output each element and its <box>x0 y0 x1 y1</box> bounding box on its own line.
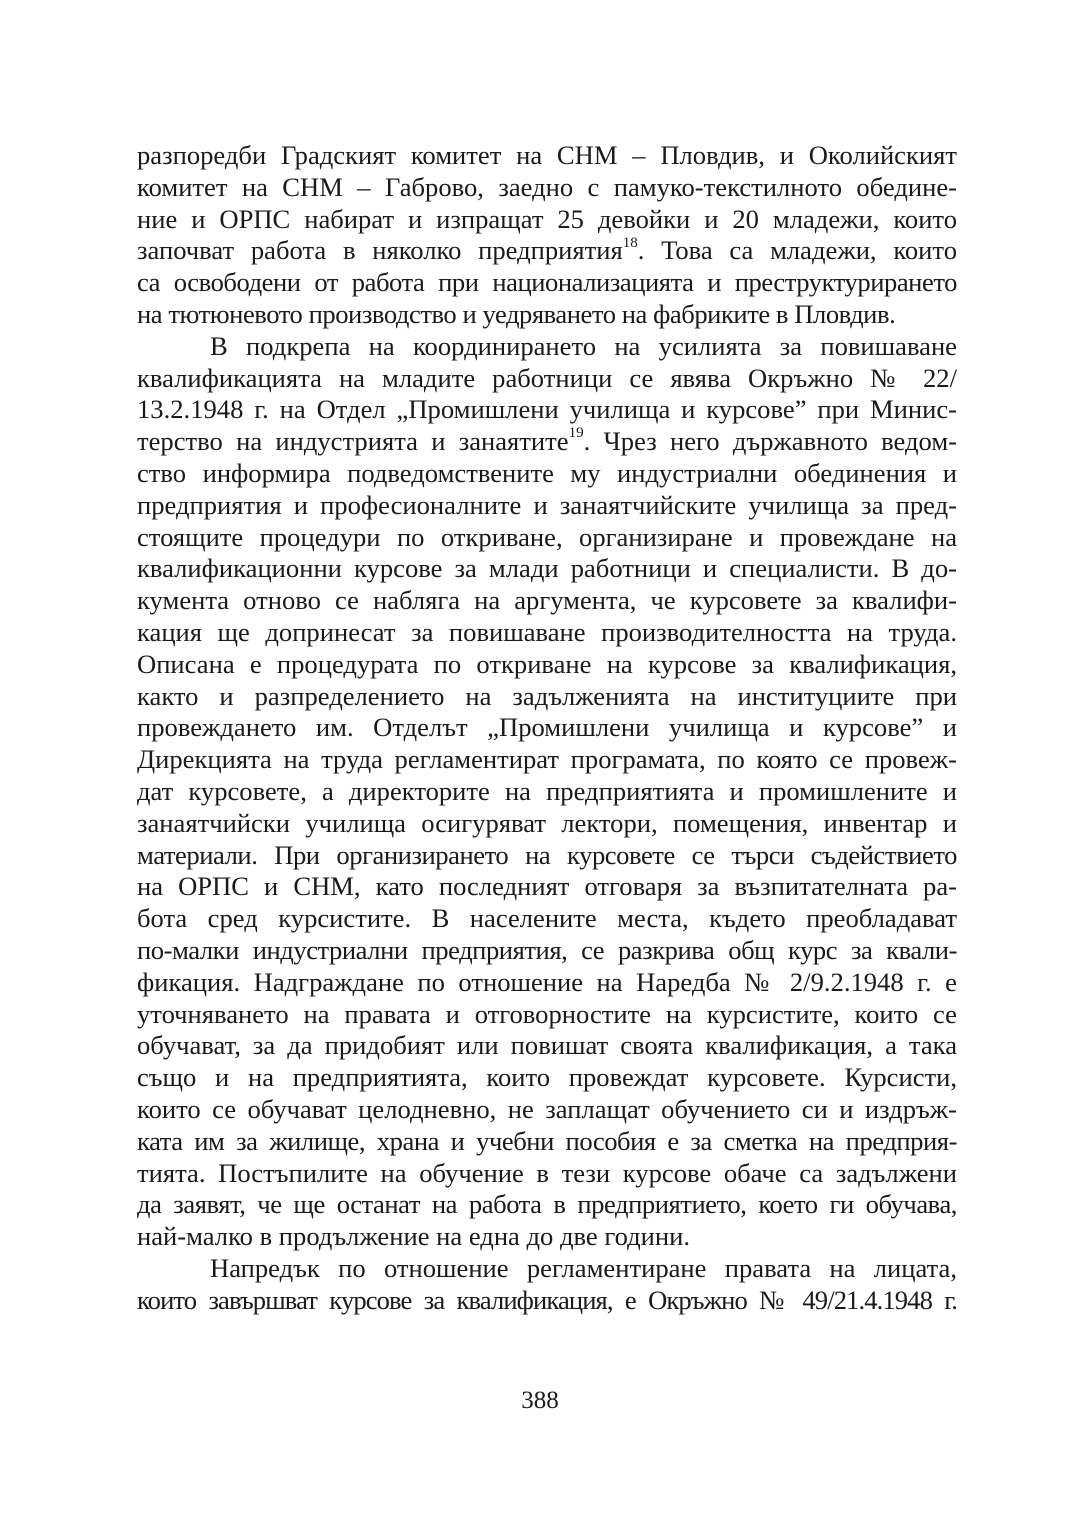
text-line: които завършват курсове за квалификация, е Окръжно № 49/21.4.1948 г. <box>137 1284 957 1315</box>
text-line: на тютюневото производство и уедряването на фабриките в Пловдив. <box>137 298 896 329</box>
text-line: също и на предприятията, които провеждат курсовете. Курсисти, <box>137 1062 957 1093</box>
text-line: стоящите процедури по откриване, организиране и провеждане на <box>137 521 957 552</box>
text-line: Напредък по отношение регламентиране правата на лицата, <box>210 1252 957 1283</box>
text-line <box>137 426 957 458</box>
text-line: занаятчийски училища осигуряват лектори, помещения, инвентар и <box>137 807 957 838</box>
text-fragment: . Чрез него държавното ведом- <box>583 426 958 457</box>
text-line: кация ще допринесат за повишаване производителността на труда. <box>137 616 957 647</box>
text-line: разпоредби Градският комитет на СНМ – Пловдив, и Околийският <box>137 140 957 170</box>
text-line: фикация. Надграждане по отношение на Наредба № 2/9.2.1948 г. е <box>137 966 957 997</box>
text-line: ката им за жилище, храна и учебни пособия е за сметка на предприя- <box>137 1125 957 1156</box>
text-line: да заявят, че ще останат на работа в предприятието, което ги обучава, <box>137 1189 957 1220</box>
page-number: 388 <box>521 1387 559 1414</box>
text-line: на ОРПС и СНМ, като последният отговаря за възпитателната ра- <box>137 871 957 902</box>
text-line: обучават, за да придобият или повишат своята квалификация, а така <box>137 1030 957 1061</box>
text-line: провеждането им. Отделът „Промишлени училища и курсове” и <box>137 712 957 743</box>
text-line: бота сред курсистите. В населените места, където преобладават <box>137 903 957 934</box>
text-line: кумента отново се набляга на аргумента, че курсовете за квалифи- <box>137 585 957 616</box>
text-fragment: започват работа в няколко предприятия <box>137 235 623 266</box>
text-line: както и разпределението на задълженията на институциите при <box>137 680 957 711</box>
footnote-ref-19[interactable]: 19 <box>568 425 584 442</box>
text-line <box>137 235 957 267</box>
text-line: материали. При организирането на курсовете се търси съдействието <box>137 839 957 870</box>
text-line: 13.2.1948 г. на Отдел „Промишлени училища и курсове” при Минис- <box>137 394 957 425</box>
text-line: ство информира подведомствените му индустриални обединения и <box>137 457 957 488</box>
body-text <box>137 140 957 1316</box>
text-line: квалификацията на младите работници се явява Окръжно № 22/ <box>137 362 957 393</box>
footnote-ref-18[interactable]: 18 <box>622 234 638 251</box>
text-line: квалификационни курсове за млади работници и специалисти. В до- <box>137 553 957 584</box>
text-fragment: . Това са младежи, които <box>637 235 957 266</box>
text-line: Описана е процедурата по откриване на курсове за квалификация, <box>137 648 957 679</box>
text-line: дат курсовете, а директорите на предприятията и промишлените и <box>137 775 957 806</box>
text-line: по-малки индустриални предприятия, се разкрива общ курс за квали- <box>137 934 957 965</box>
text-line: уточняването на правата и отговорностите на курсистите, които се <box>137 998 957 1029</box>
text-line: са освободени от работа при национализацията и преструктурирането <box>137 267 957 298</box>
text-line: най-малко в продължение на една до две години. <box>137 1221 691 1252</box>
text-line: ние и ОРПС набират и изпращат 25 девойки и 20 младежи, които <box>137 203 957 234</box>
text-line: комитет на СНМ – Габрово, заедно с памуко-текстилното обедине- <box>137 171 957 202</box>
text-line: които се обучават целодневно, не заплащат обучението си и издръж- <box>137 1093 957 1124</box>
text-line: предприятия и професионалните и занаятчийските училища за пред- <box>137 489 957 520</box>
text-line: В подкрепа на координирането на усилията за повишаване <box>210 330 957 361</box>
text-line: Дирекцията на труда регламентират програмата, по която се провеж- <box>137 744 957 775</box>
text-line: тията. Постъпилите на обучение в тези курсове обаче са задължени <box>137 1157 957 1188</box>
text-fragment: терство на индустрията и занаятите <box>137 426 569 457</box>
